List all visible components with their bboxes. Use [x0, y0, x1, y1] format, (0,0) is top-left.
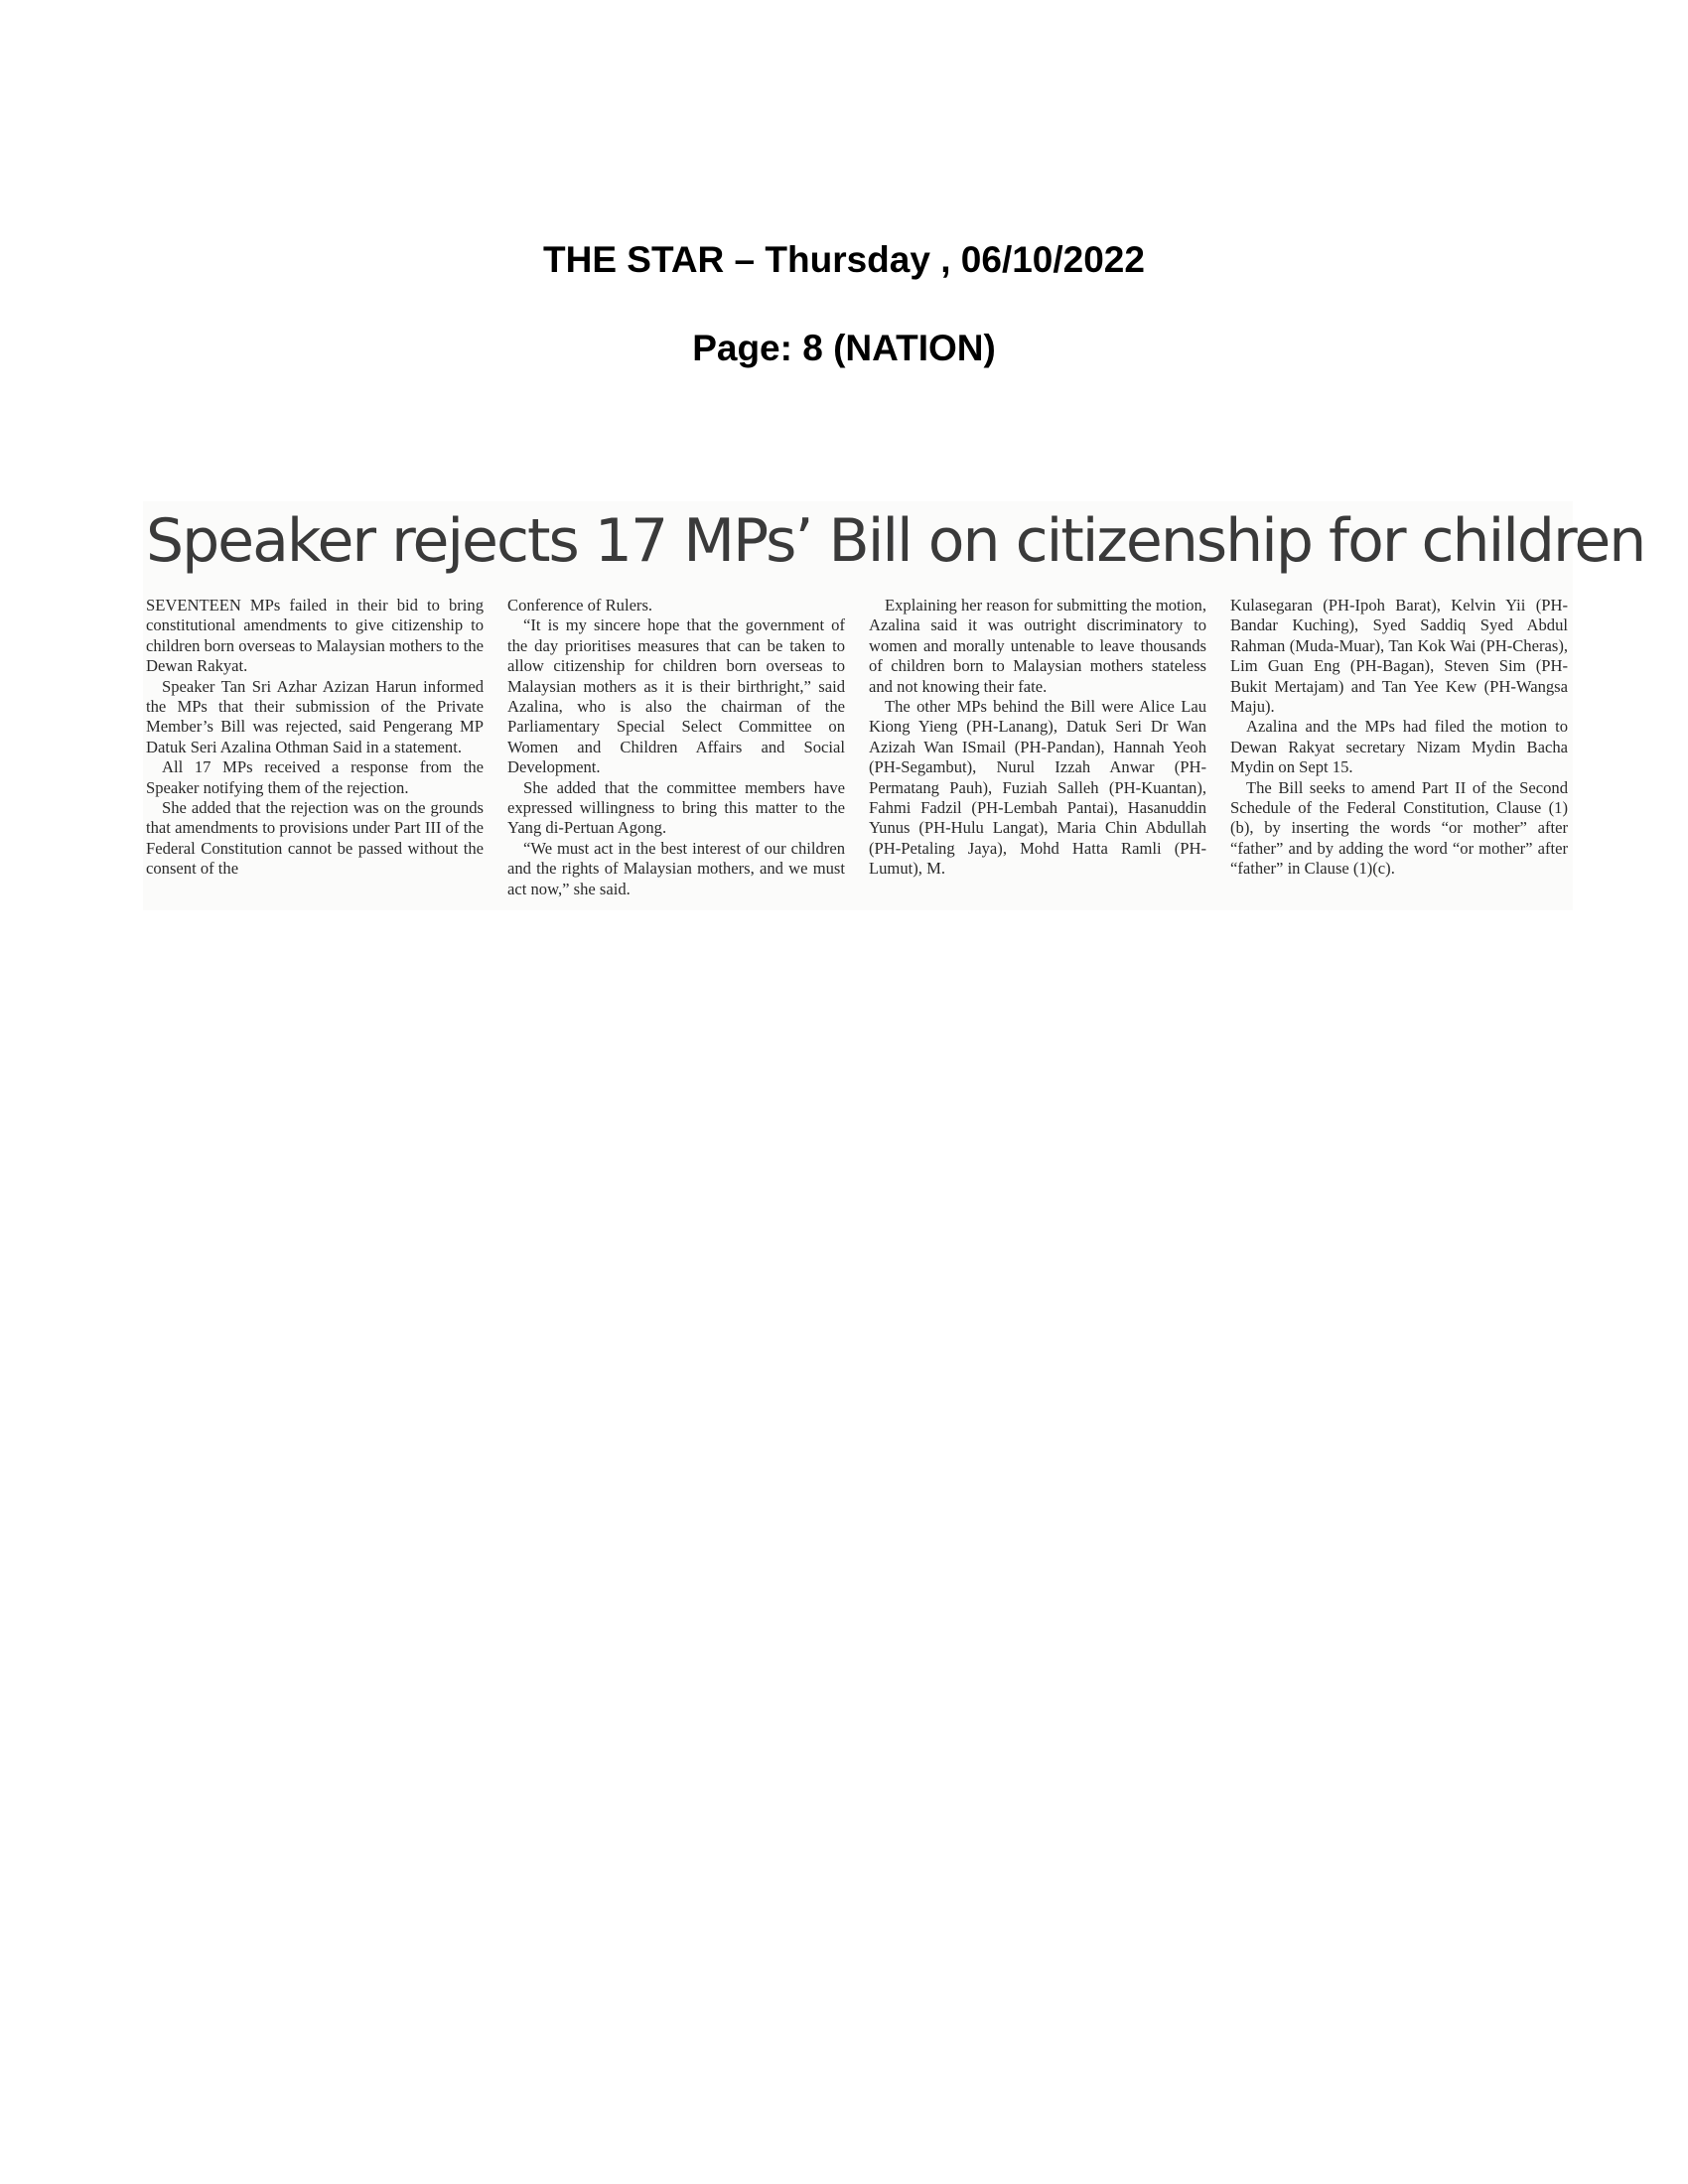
- publication-date-line: THE STAR – Thursday , 06/10/2022: [543, 239, 1145, 280]
- article-paragraph: The other MPs behind the Bill were Alice Lau Kiong Yieng (PH-Lanang), Datuk Seri Dr Wan Azizah Wan ISmail (PH-Pandan), Hannah Yeoh (PH-Segambut), Nurul Izzah Anwar (PH-Permatang Pauh), Fuziah Salleh (PH-Kuantan), Fahmi Fadzil (PH-Lembah Pantai), Hasanuddin Yunus (PH-Hulu Langat), Maria Chin Abdullah (PH-Petaling Jaya), Mohd Hatta Ramli (PH-Lumut), M.: [869, 697, 1206, 879]
- article-paragraph: She added that the rejection was on the grounds that amendments to provisions under Part III of the Federal Constitution cannot be passed without the consent of the: [146, 798, 484, 879]
- article-paragraph: Azalina and the MPs had filed the motion to Dewan Rakyat secretary Nizam Mydin Bacha Mydin on Sept 15.: [1230, 717, 1568, 777]
- article-paragraph: “It is my sincere hope that the government of the day prioritises measures that can be taken to allow citizenship for children born overseas to Malaysian mothers as it is their birthright,” said Azalina, who is also the chairman of the Parliamentary Special Select Committee on Women and Children Affairs and Social Development.: [507, 615, 845, 777]
- newspaper-clipping: [143, 501, 1645, 910]
- page-section-line: Page: 8 (NATION): [692, 328, 996, 368]
- article-column-4: [1230, 596, 1568, 911]
- article-paragraph: She added that the committee members have expressed willingness to bring this matter to the Yang di-Pertuan Agong.: [507, 777, 845, 838]
- article-column-3: [869, 596, 1206, 911]
- article-headline: Speaker rejects 17 MPs’ Bill on citizenship for children: [146, 506, 1645, 576]
- article-paragraph: SEVENTEEN MPs failed in their bid to bring constitutional amendments to give citizenship to children born overseas to Malaysian mothers to the Dewan Rakyat.: [146, 596, 484, 676]
- article-paragraph: Speaker Tan Sri Azhar Azizan Harun informed the MPs that their submission of the Private Member’s Bill was rejected, said Pengerang MP Datuk Seri Azalina Othman Said in a statement.: [146, 676, 484, 756]
- article-paragraph: Kulasegaran (PH-Ipoh Barat), Kelvin Yii (PH-Bandar Kuching), Syed Saddiq Syed Abdul Rahman (Muda-Muar), Tan Kok Wai (PH-Cheras), Lim Guan Eng (PH-Bagan), Steven Sim (PH-Bukit Mertajam) and Tan Yee Kew (PH-Wangsa Maju).: [1230, 596, 1568, 717]
- article-paragraph: Explaining her reason for submitting the motion, Azalina said it was outright discriminatory to women and morally untenable to leave thousands of children born to Malaysian mothers stateless and not knowing their fate.: [869, 596, 1206, 696]
- article-paragraph: “We must act in the best interest of our children and the rights of Malaysian mothers, and we must act now,” she said.: [507, 838, 845, 898]
- article-paragraph: All 17 MPs received a response from the Speaker notifying them of the rejection.: [146, 757, 484, 797]
- article-column-1: [146, 596, 484, 911]
- article-paragraph: The Bill seeks to amend Part II of the Second Schedule of the Federal Constitution, Clause (1) (b), by inserting the words “or mother” after “father” and by adding the word “or mother” after “father” in Clause (1)(c).: [1230, 777, 1568, 879]
- article-paragraph: Conference of Rulers.: [507, 596, 653, 614]
- article-body: [143, 596, 1573, 911]
- article-column-2: [507, 596, 845, 911]
